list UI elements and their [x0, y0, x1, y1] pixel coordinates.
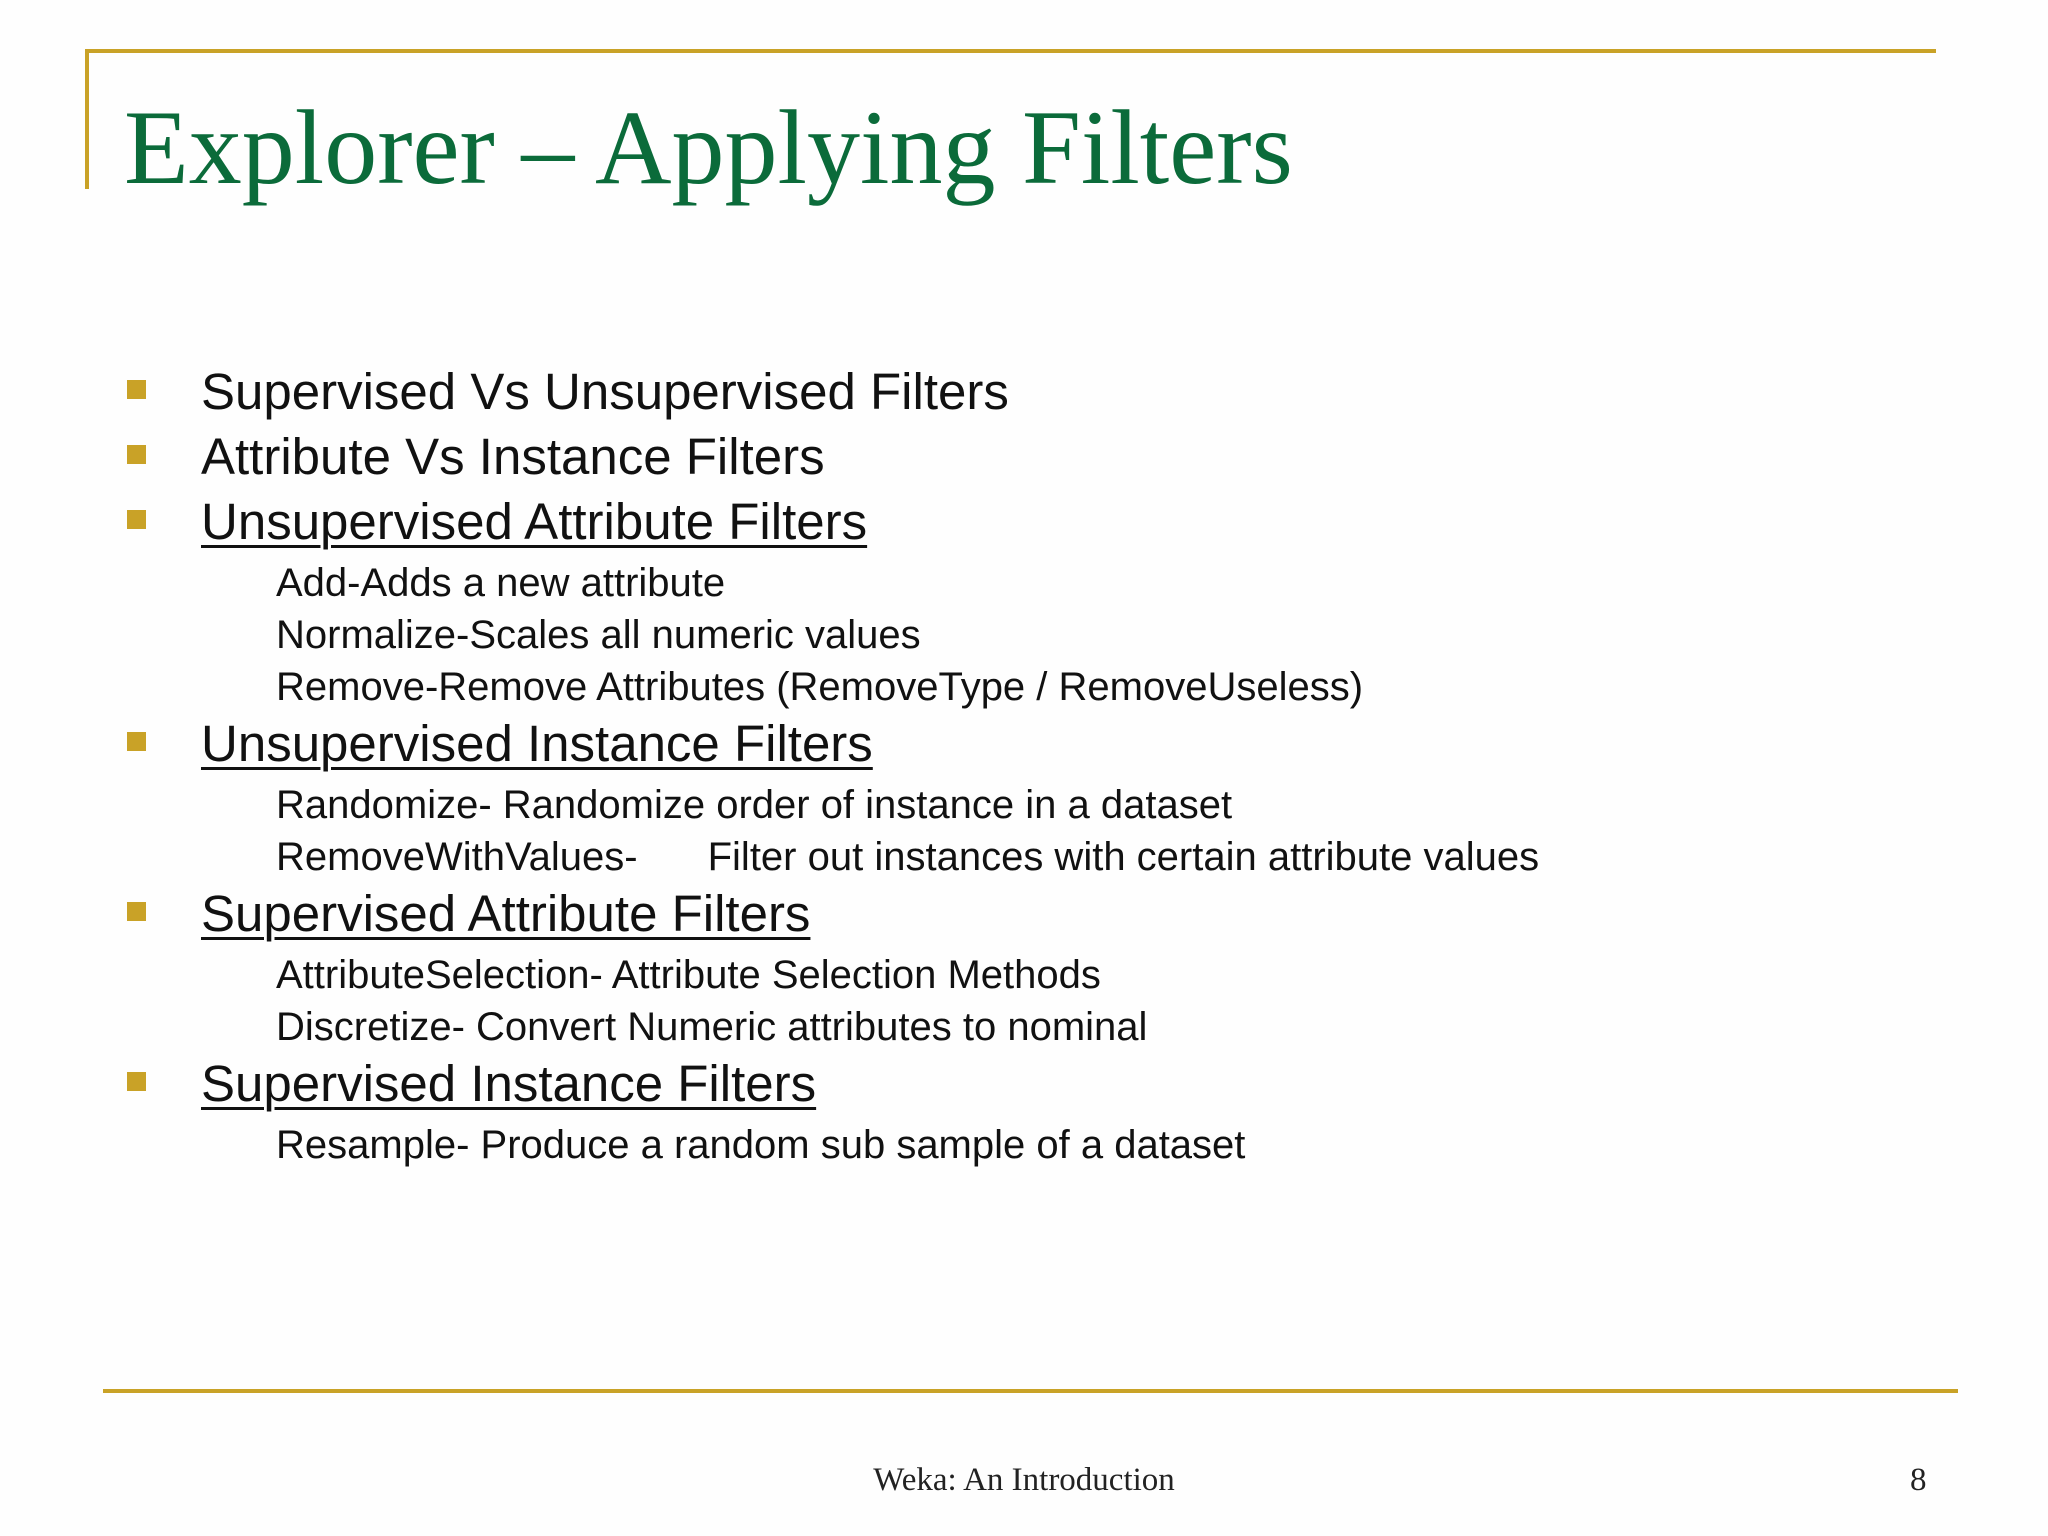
bullet-marker — [127, 380, 146, 399]
bullet-supervised-attribute-filters[interactable]: Supervised Attribute Filters — [201, 885, 811, 942]
bullet-marker — [127, 1072, 146, 1091]
sub-item-removewithvalues — [276, 833, 1539, 881]
bullet-attribute-vs-instance: Attribute Vs Instance Filters — [201, 428, 825, 485]
left-rule — [85, 49, 89, 189]
sub-item-removewithvalues-desc: Filter out instances with certain attribute values — [707, 835, 1540, 879]
bullet-marker — [127, 902, 146, 921]
sub-item-discretize: Discretize- Convert Numeric attributes to nominal — [276, 1005, 1148, 1049]
bullet-supervised-vs-unsupervised: Supervised Vs Unsupervised Filters — [201, 363, 1009, 420]
sub-item-add: Add-Adds a new attribute — [276, 561, 726, 605]
bullet-unsupervised-instance-filters[interactable]: Unsupervised Instance Filters — [201, 715, 873, 772]
bottom-rule — [103, 1389, 1958, 1393]
bullet-marker — [127, 510, 146, 529]
sub-item-normalize: Normalize-Scales all numeric values — [276, 613, 921, 657]
slide-title: Explorer – Applying Filters — [124, 89, 1293, 206]
sub-item-remove: Remove-Remove Attributes (RemoveType / RemoveUseless) — [276, 665, 1364, 709]
sub-item-randomize: Randomize- Randomize order of instance in a dataset — [276, 783, 1233, 827]
bullet-unsupervised-attribute-filters[interactable]: Unsupervised Attribute Filters — [201, 493, 868, 550]
sub-item-attributeselection: AttributeSelection- Attribute Selection Methods — [276, 953, 1101, 997]
sub-item-removewithvalues-name: RemoveWithValues- — [276, 835, 638, 879]
page-number: 8 — [1910, 1462, 1927, 1498]
top-rule — [85, 49, 1936, 53]
bullet-marker — [127, 732, 146, 751]
bullet-supervised-instance-filters[interactable]: Supervised Instance Filters — [201, 1055, 817, 1112]
footer-title: Weka: An Introduction — [873, 1462, 1175, 1498]
sub-item-resample: Resample- Produce a random sub sample of a dataset — [276, 1123, 1246, 1167]
bullet-marker — [127, 445, 146, 464]
